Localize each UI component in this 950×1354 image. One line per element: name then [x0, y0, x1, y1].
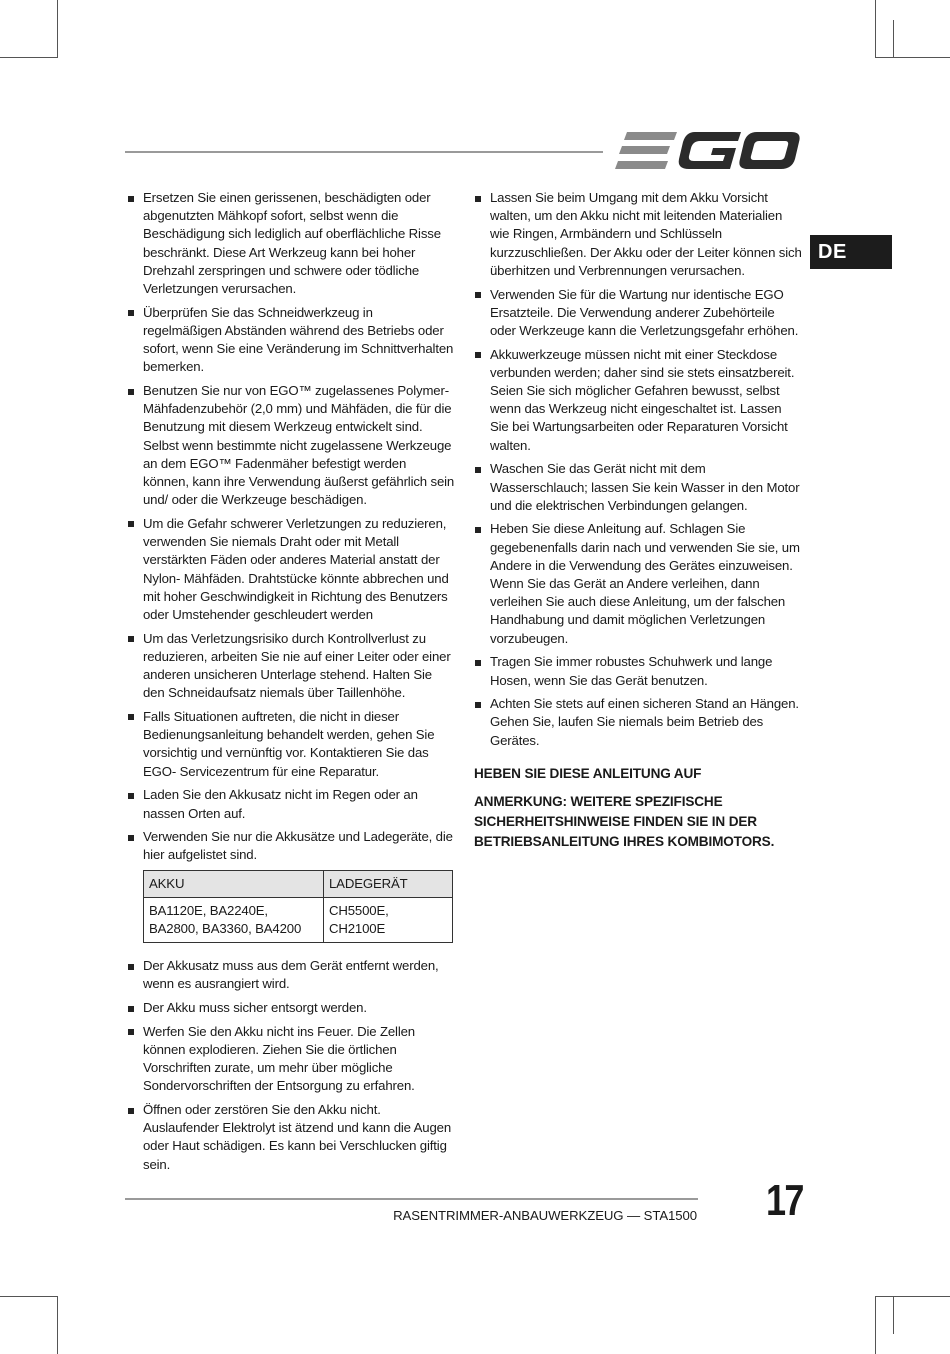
crop-mark-top-left-v: [57, 0, 58, 58]
list-item: Werfen Sie den Akku nicht ins Feuer. Die Zellen können explodieren. Ziehen Sie die örtlichen Vorschriften zurate, um mehr über mögliche Sondervorschriften der Entsorgung zu erfahren.: [127, 1023, 455, 1096]
list-item: Überprüfen Sie das Schneidwerkzeug in regelmäßigen Abständen während des Betriebs oder sofort, wenn Sie eine Veränderung im Schnittverhalten bemerken.: [127, 304, 455, 377]
list-item: Öffnen oder zerstören Sie den Akku nicht. Auslaufender Elektrolyt ist ätzend und kann die Augen oder Haut schädigen. Es kann bei Verschlucken giftig sein.: [127, 1101, 455, 1174]
table-header-charger: LADEGERÄT: [324, 871, 453, 898]
crop-mark-bottom-left-h: [0, 1296, 58, 1297]
list-item: Um das Verletzungsrisiko durch Kontrollverlust zu reduzieren, arbeiten Sie nie auf einer Leiter oder einer anderen unsicheren Unterlage stehend. Halten Sie den Schneidaufsatz niemals über Taillenhöhe.: [127, 630, 455, 703]
right-column: [474, 189, 802, 852]
footer-title: RASENTRIMMER-ANBAUWERKZEUG — STA1500: [393, 1208, 697, 1223]
safety-list-right: [474, 189, 802, 750]
crop-mark-top-right-h: [875, 57, 950, 58]
table-row: [144, 898, 453, 943]
table-cell-batteries: BA1120E, BA2240E, BA2800, BA3360, BA4200: [144, 898, 324, 943]
crop-mark-bottom-right-v2: [893, 1296, 894, 1334]
battery-charger-table: [143, 870, 453, 943]
ego-logo: [615, 130, 801, 172]
list-item: Um die Gefahr schwerer Verletzungen zu reduzieren, verwenden Sie niemals Draht oder mit Metall verstärkten Fäden oder anderes Material anstatt der Nylon- Mähfäden. Drahtstücke könnte abbrechen und mit hoher Geschwindigkeit in Richtung des Benutzers oder Umstehender geschleudert werden: [127, 515, 455, 624]
header-rule: [125, 151, 603, 153]
save-instructions-heading: HEBEN SIE DIESE ANLEITUNG AUF: [474, 765, 702, 781]
crop-mark-top-left-h: [0, 57, 58, 58]
list-item: Akkuwerkzeuge müssen nicht mit einer Steckdose verbunden werden; daher sind sie stets einsatzbereit. Seien Sie sich möglicher Gefahren bewusst, selbst wenn das Werkzeug nicht eingeschaltet ist. Lassen Sie bei Wartungsarbeiten oder Reparaturen Vorsicht walten.: [474, 346, 802, 455]
list-item: Verwenden Sie für die Wartung nur identische EGO Ersatzteile. Die Verwendung anderer Zubehörteile oder Werkzeuge kann die Verletzungsgefahr erhöhen.: [474, 286, 802, 341]
crop-mark-bottom-right-v: [875, 1296, 876, 1354]
specific-safety-note: ANMERKUNG: WEITERE SPEZIFISCHE SICHERHEITSHINWEISE FINDEN SIE IN DER BETRIEBSANLEITUNG IHRES KOMBIMOTORS.: [474, 793, 775, 849]
list-item: Ersetzen Sie einen gerissenen, beschädigten oder abgenutzten Mähkopf sofort, selbst wenn die Beschädigung sich lediglich auf oberflächliche Risse beschränkt. Diese Art Werkzeug kann bei hoher Drehzahl zerspringen und schwere oder tödliche Verletzungen verursachen.: [127, 189, 455, 298]
table-header-battery: AKKU: [144, 871, 324, 898]
safety-list-left-1: [127, 189, 455, 865]
table-header-row: [144, 871, 453, 898]
safety-list-left-2: [127, 957, 455, 1174]
crop-mark-top-right-v: [875, 0, 876, 58]
table-cell-chargers: CH5500E, CH2100E: [324, 898, 453, 943]
list-item: Benutzen Sie nur von EGO™ zugelassenes Polymer-Mähfadenzubehör (2,0 mm) und Mähfäden, die für die Benutzung mit diesem Werkzeug entwickelt sind. Selbst wenn bestimmte nicht zugelassene Werkzeuge an dem EGO™ Fadenmäher befestigt werden können, kann ihre Verwendung äußerst gefährlich sein und/ oder die Werkzeuge beschädigen.: [127, 382, 455, 509]
language-tab: DE: [810, 235, 892, 269]
list-item: Falls Situationen auftreten, die nicht in dieser Bedienungsanleitung behandelt werden, gehen Sie vorsichtig und vernünftig vor. Kontaktieren Sie das EGO- Servicezentrum für eine Reparatur.: [127, 708, 455, 781]
left-column: [127, 189, 455, 1179]
crop-mark-bottom-right-h: [875, 1296, 950, 1297]
list-item: Achten Sie stets auf einen sicheren Stand an Hängen. Gehen Sie, laufen Sie niemals beim Betrieb des Gerätes.: [474, 695, 802, 750]
list-item: Heben Sie diese Anleitung auf. Schlagen Sie gegebenenfalls darin nach und verwenden Sie sie, um Andere in die Verwendung des Gerätes einzuweisen. Wenn Sie das Gerät an Andere verleihen, dann verleihen Sie auch diese Anleitung, um der falschen Handhabung und damit möglichen Verletzungen vorzubeugen.: [474, 520, 802, 647]
list-item: Laden Sie den Akkusatz nicht im Regen oder an nassen Orten auf.: [127, 786, 455, 822]
list-item: Verwenden Sie nur die Akkusätze und Ladegeräte, die hier aufgelistet sind.: [127, 828, 455, 864]
page-number: 17: [766, 1176, 803, 1225]
crop-mark-bottom-left-v: [57, 1296, 58, 1354]
list-item: Der Akku muss sicher entsorgt werden.: [127, 999, 455, 1017]
list-item: Der Akkusatz muss aus dem Gerät entfernt werden, wenn es ausrangiert wird.: [127, 957, 455, 993]
footer-rule: [125, 1198, 698, 1200]
crop-mark-top-right-v2: [893, 20, 894, 58]
list-item: Lassen Sie beim Umgang mit dem Akku Vorsicht walten, um den Akku nicht mit leitenden Materialien wie Ringen, Armbändern und Schlüsseln kurzzuschließen. Der Akku oder der Leiter können sich überhitzen und Verbrennungen verursachen.: [474, 189, 802, 280]
list-item: Waschen Sie das Gerät nicht mit dem Wasserschlauch; lassen Sie kein Wasser in den Motor und die elektrischen Verbindungen gelangen.: [474, 460, 802, 515]
list-item: Tragen Sie immer robustes Schuhwerk und lange Hosen, wenn Sie das Gerät benutzen.: [474, 653, 802, 689]
